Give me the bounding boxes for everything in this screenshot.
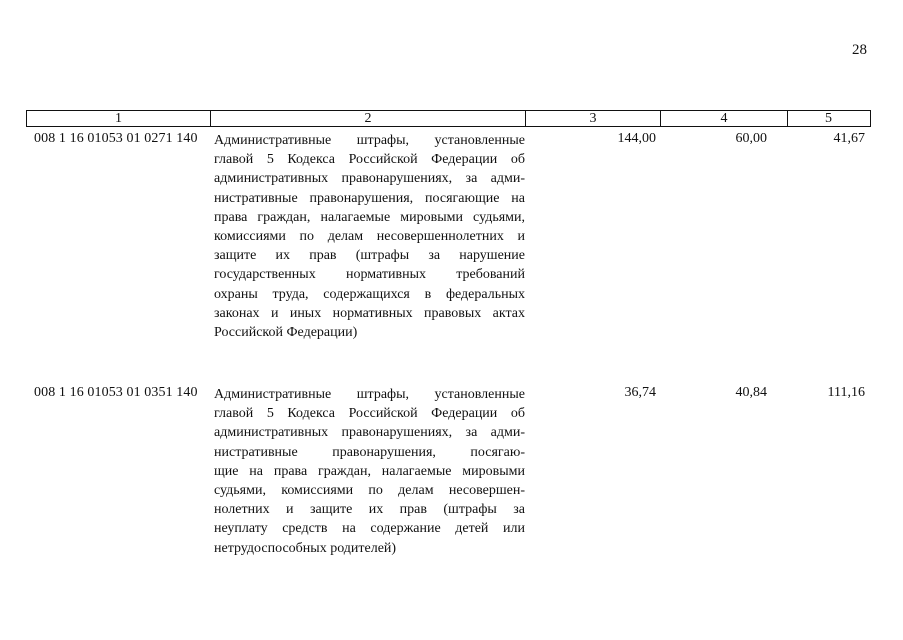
description-line: нистративные правонарушения, посягаю- [214,444,525,460]
value-col-5: 41,67 [833,131,865,146]
header-col-1: 1 [27,111,211,126]
description-line: нетрудоспособных родителей) [214,540,397,556]
description-line: защите их прав (штрафы за нарушение [214,248,525,264]
value-col-3: 36,74 [624,385,656,400]
header-col-4: 4 [661,111,788,126]
description-line: законах и иных нормативных правовых актах [214,305,525,321]
budget-code: 008 1 16 01053 01 0271 140 [34,131,198,146]
page-number: 28 [852,42,867,58]
description-line: Административные штрафы, установленные [214,387,525,402]
header-col-5: 5 [825,111,832,126]
description [214,131,525,342]
description-line: судьями, комиссиями по делам несовершен- [214,483,525,499]
description-line: государственных нормативных требований [214,267,525,283]
description-line: административных правонарушениях, за адми- [214,171,525,187]
description-line: Российской Федерации) [214,325,358,341]
value-col-4: 60,00 [735,131,767,146]
budget-code: 008 1 16 01053 01 0351 140 [34,385,198,400]
header-col-2: 2 [211,111,526,126]
value-col-3: 144,00 [617,131,656,146]
header-col-3: 3 [526,111,661,126]
description-line: главой 5 Кодекса Российской Федерации об [214,152,525,168]
description-line: нистративные правонарушения, посягающие на [214,190,525,206]
description-line: неуплату средств на содержание детей или [214,521,525,537]
description-line: права граждан, налагаемые мировыми судьями, [214,209,525,225]
value-col-5: 111,16 [827,385,865,400]
description-line: административных правонарушениях, за адми- [214,425,525,441]
description-line: главой 5 Кодекса Российской Федерации об [214,406,525,422]
value-col-4: 40,84 [735,385,767,400]
description-line: щие на права граждан, налагаемые мировыми [214,463,525,479]
description-line: комиссиями по делам несовершеннолетних и [214,229,525,245]
table-header [26,110,871,127]
description-line: Административные штрафы, установленные [214,133,525,148]
description-line: охраны труда, содержащихся в федеральных [214,286,525,302]
description [214,385,525,558]
description-line: нолетних и защите их прав (штрафы за [214,502,525,518]
